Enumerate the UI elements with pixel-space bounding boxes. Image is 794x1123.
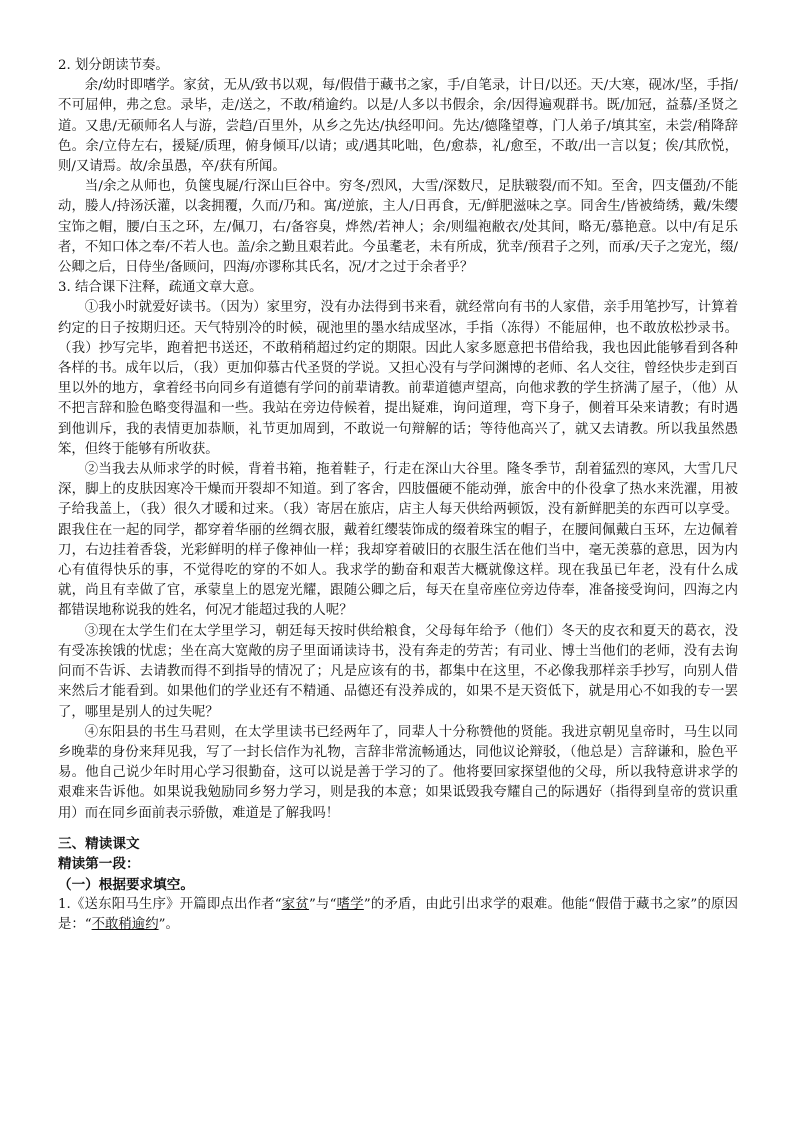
exercise-heading: （一）根据要求填空。 xyxy=(58,876,194,893)
translation-paragraph-1: ①我小时就爱好读书。（因为）家里穷，没有办法得到书来看，就经常向有书的人家借，亲手用笔抄写，计算着约定的日子按期归还。天气特别冷的时候，砚池里的墨水结成坚冰，手指（冻得）不能屈伸，也不敢放松抄录书。（我）抄写完毕，跑着把书送还，不敢稍稍超过约定的期限。因此人家多愿意把书借给我，我也因此能够看到各种各样的书。成年以后，（我）更加仰慕古代圣贤的学说。又担心没有与学问渊博的老师、名人交往，曾经快步走到百里以外的地方，拿着经书向同乡有道德有学问的前辈请教。前辈道德声望高，向他求教的学生挤满了屋子，（他）从不把言辞和脸色略变得温和一些。我站在旁边侍候着，提出疑难，询问道理，弯下身子，侧着耳朵来请教；有时遇到他训斥，我的表情更加恭顺，礼节更加周到，不敢说一句辩解的话；等待他高兴了，就又去请教。所以我虽然愚笨，但终于能够有所收获。 xyxy=(58,300,738,457)
subsection-heading: 精读第一段： xyxy=(58,856,140,873)
question-text: 1.《送东阳马生序》开篇即点出作者“ xyxy=(58,897,282,913)
spacer xyxy=(58,824,738,834)
reading-rhythm-paragraph-2: 当/余之从师也，负箧曳屣/行深山巨谷中。穷冬/烈风，大雪/深数尺，足肤皲裂/而不知。至舍，四支僵劲/不能动，媵人/持汤沃灌，以衾拥覆，久而/乃和。寓/逆旅，主人/日再食，无/鲜肥滋味之享。同舍生/皆被绮绣，戴/朱缨宝饰之帽，腰/白玉之环，左/佩刀，右/备容臭，烨然/若神人；余/则缊袍敝衣/处其间，略无/慕艳意。以中/有足乐者，不知口体之奉/不若人也。盖/余之勤且艰若此。今虽耄老，未有所成，犹幸/预君子之列，而承/天子之宠光，缀/公卿之后，日侍坐/备顾问，四海/亦谬称其氏名，况/才之过于余者乎？ xyxy=(58,179,738,276)
translation-paragraph-4: ④东阳县的书生马君则，在太学里读书已经两年了，同辈人十分称赞他的贤能。我进京朝见皇帝时，马生以同乡晚辈的身份来拜见我，写了一封长信作为礼物，言辞非常流畅通达，同他议论辩驳，（他总是）言辞谦和，脸色平易。他自己说少年时用心学习很勤奋，这可以说是善于学习的了。他将要回家探望他的父母，所以我特意讲求学的艰难来告诉他。如果说我勉励同乡努力学习，则是我的本意；如果诋毁我夸耀自己的际遇好（指得到皇帝的赏识重用）而在同乡面前表示骄傲，难道是了解我吗！ xyxy=(58,724,738,821)
question-text: ”与“ xyxy=(308,897,337,913)
question-text: ”。 xyxy=(158,917,179,933)
answer-blank: 家贫 xyxy=(281,897,309,913)
section-heading: 2. 划分朗读节奏。 xyxy=(58,58,169,73)
question-1 xyxy=(58,895,738,935)
part-heading: 三、精读课文 xyxy=(58,835,140,852)
answer-blank: 嗜学 xyxy=(336,897,364,913)
question-text: ”的矛盾，由此引出求学的艰难。他能“假借于藏书之家”的原因是：“ xyxy=(58,897,739,933)
section-heading: 3. 结合课下注释，疏通文章大意。 xyxy=(58,280,263,296)
answer-blank: 不敢稍逾约 xyxy=(91,917,159,933)
translation-paragraph-2: ②当我去从师求学的时候，背着书箱，拖着鞋子，行走在深山大谷里。隆冬季节，刮着猛烈的寒风，大雪几尺深，脚上的皮肤因寒冷干燥而开裂却不知道。到了客舍，四肢僵硬不能动弹，旅舍中的仆役拿了热水来洗濯，用被子给我盖上，（我）很久才暖和过来。（我）寄居在旅店，店主人每天供给两顿饭，没有新鲜肥美的东西可以享受。跟我住在一起的同学，都穿着华丽的丝绸衣服，戴着红缨装饰成的缀着珠宝的帽子，在腰间佩戴白玉环，左边佩着刀，右边挂着香袋，光彩鲜明的样子像神仙一样；我却穿着破旧的衣服生活在他们当中，毫无羡慕的意思，因为内心有值得快乐的事，不觉得吃的穿的不如人。我求学的勤奋和艰苦大概就像这样。现在我虽已年老，没有什么成就，尚且有幸做了官，承蒙皇上的恩宠光耀，跟随公卿之后，每天在皇帝座位旁边侍奉，准备接受询问，四海之内都错误地称说我的姓名，何况才能超过我的人呢？ xyxy=(58,462,738,619)
reading-rhythm-paragraph-1: 余/幼时即嗜学。家贫，无从/致书以观，每/假借于藏书之家，手/自笔录，计日/以还。天/大寒，砚冰/坚，手指/不可屈伸，弗之怠。录毕，走/送之，不敢/稍逾约。以是/人多以书假余，余/因得遍观群书。既/加冠，益慕/圣贤之道。又患/无硕师名人与游，尝趋/百里外，从乡之先达/执经叩问。先达/德隆望尊，门人弟子/填其室，未尝/稍降辞色。余/立侍左右，援疑/质理，俯身倾耳/以请；或/遇其叱咄，色/愈恭，礼/愈至，不敢/出一言以复；俟/其欣悦，则/又请焉。故/余虽愚，卒/获有所闻。 xyxy=(58,78,738,175)
translation-paragraph-3: ③现在太学生们在太学里学习，朝廷每天按时供给粮食，父母每年给予（他们）冬天的皮衣和夏天的葛衣，没有受冻挨饿的忧虑；坐在高大宽敞的房子里面诵读诗书，没有奔走的劳苦；有司业、博士当他们的老师，没有去询问而不告诉、去请教而得不到指导的情况了；凡是应该有的书，都集中在这里，不必像我那样亲手抄写，向别人借来然后才能看到。如果他们的学业还有不精通、品德还有没养成的，如果不是天资低下，就是用心不如我的专一罢了，哪里是别人的过失呢？ xyxy=(58,623,738,720)
